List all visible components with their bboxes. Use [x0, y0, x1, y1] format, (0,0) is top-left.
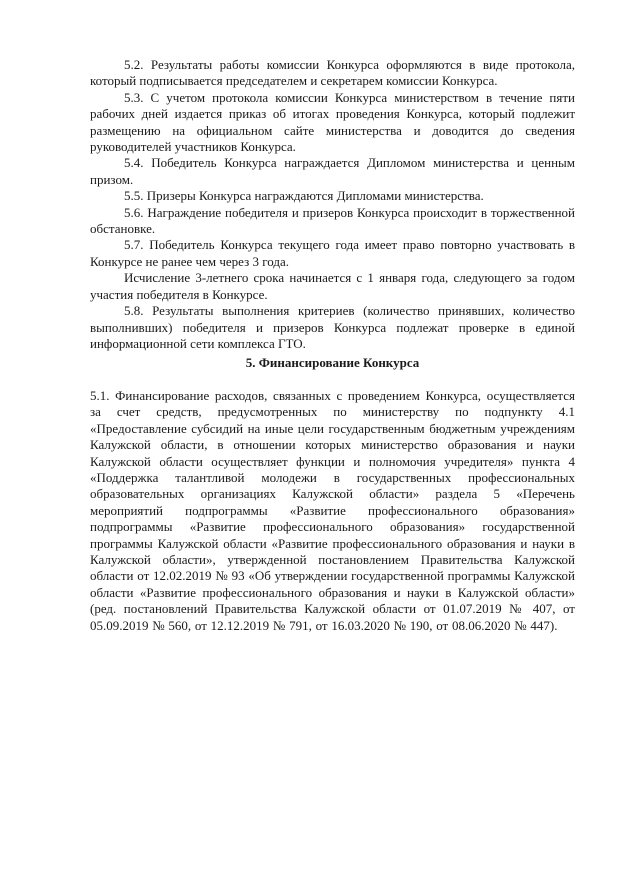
paragraph-term-calculation: Исчисление 3-летнего срока начинается с 1 января года, следующего за годом участия победителя в Конкурсе.: [90, 270, 575, 302]
paragraph-5-7: 5.7. Победитель Конкурса текущего года имеет право повторно участвовать в Конкурсе не ранее чем через 3 года.: [90, 237, 575, 269]
paragraph-5-8: 5.8. Результаты выполнения критериев (количество принявших, количество выполнивших) победителя и призеров Конкурса подлежат проверке в единой информационной сети комплекса ГТО.: [90, 303, 575, 351]
section-4-continuation: [90, 57, 575, 352]
section-heading: 5. Финансирование Конкурса: [245, 355, 420, 370]
paragraph-5-2: 5.2. Результаты работы комиссии Конкурса оформляются в виде протокола, который подписывается председателем и секретарем комиссии Конкурса.: [90, 57, 575, 89]
paragraph-5-5: 5.5. Призеры Конкурса награждаются Дипломами министерства.: [124, 188, 484, 204]
financing-section: [90, 388, 575, 634]
financing-paragraph: 5.1. Финансирование расходов, связанных с проведением Конкурса, осуществляется за счет средств, предусмотренных по министерству по подпункту 4.1 «Предоставление субсидий на иные цели государственным бюджетным учреждениям Калужской области, в отношении которых министерство образования и науки Калужской области осуществляет функции и полномочия учредителя» пункта 4 «Поддержка талантливой молодежи в государственных профессиональных образовательных организациях Калужской области» раздела 5 «Перечень мероприятий подпрограммы «Развитие профессионального образования» подпрограммы «Развитие профессионального образования» государственной программы Калужской области «Развитие профессионального образования и науки в Калужской области», утвержденной постановлением Правительства Калужской области от 12.02.2019 № 93 «Об утверждении государственной программы Калужской области «Развитие профессионального образования и науки в Калужской области» (ред. постановлений Правительства Калужской области от 01.07.2019 № 407, от 05.09.2019 № 560, от 12.12.2019 № 791, от 16.03.2020 № 190, от 08.06.2020 № 447).: [90, 388, 575, 633]
paragraph-5-6: 5.6. Награждение победителя и призеров Конкурса происходит в торжественной обстановке.: [90, 204, 575, 237]
paragraph-5-4: 5.4. Победитель Конкурса награждается Дипломом министерства и ценным призом.: [90, 155, 575, 187]
paragraph-5-3: 5.3. С учетом протокола комиссии Конкурса министерством в течение пяти рабочих дней издается приказ об итогах проведения Конкурса, который подлежит размещению на официальном сайте министерства и доводится до сведения руководителей участников Конкурса.: [90, 89, 575, 155]
